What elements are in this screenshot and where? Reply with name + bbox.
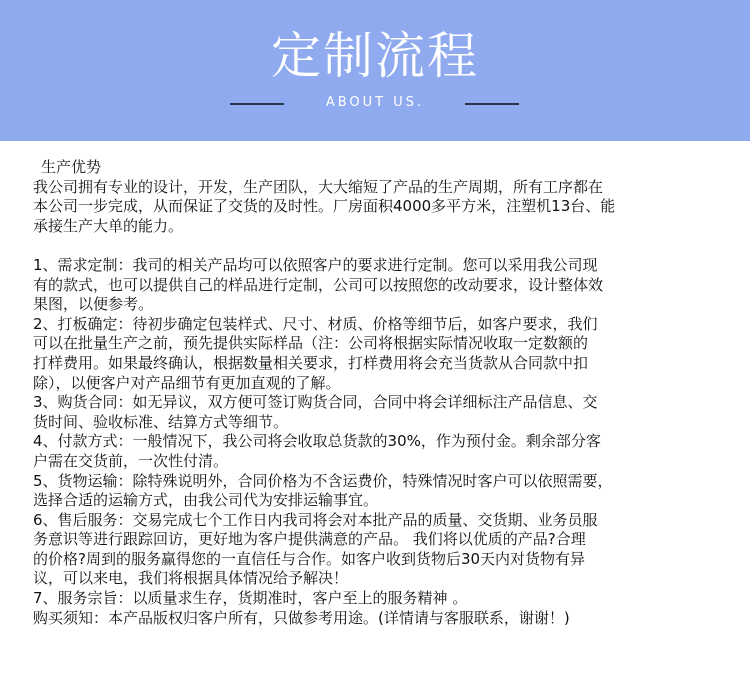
advantage-line: 我公司拥有专业的设计，开发，生产团队，大大缩短了产品的生产周期，所有工序都在 (33, 177, 604, 196)
process-line: 选择合适的运输方式，由我公司代为安排运输事宜。 (33, 491, 379, 510)
process-line: 货时间、验收标准、结算方式等细节。 (33, 412, 289, 431)
paragraph-gap (33, 236, 723, 256)
banner-title: 定制流程 (271, 27, 479, 85)
process-line: 2、打板确定：待初步确定包装样式、尺寸、材质、价格等细节后，如客户要求，我们 (33, 314, 598, 333)
process-line: 4、付款方式：一般情况下，我公司将会收取总货款的30%，作为预付金。剩余部分客 (33, 432, 601, 451)
process-line: 有的款式，也可以提供自己的样品进行定制，公司可以按照您的改动要求，设计整体效 (33, 275, 604, 294)
process-line: 议，可以来电，我们将根据具体情况给予解决！ (33, 569, 349, 588)
header-banner (0, 0, 750, 141)
process-line: 3、购货合同：如无异议，双方便可签订购货合同，合同中将会详细标注产品信息、交 (33, 393, 598, 412)
advantage-line: 本公司一步完成，从而保证了交货的及时性。厂房面积4000多平方米，注塑机13台、能 (33, 197, 616, 216)
process-line: 6、售后服务：交易完成七个工作日内我司将会对本批产品的质量、交货期、业务员服 (33, 510, 598, 529)
process-line: 户需在交货前，一次性付清。 (33, 451, 229, 470)
banner-divider-right (465, 103, 519, 105)
content-body (33, 158, 723, 628)
process-line: 的价格?周到的服务赢得您的一直信任与合作。如客户收到货物后30天内对货物有异 (33, 549, 586, 568)
process-line: 除），以便客户对产品细节有更加直观的了解。 (33, 373, 341, 392)
process-line: 7、服务宗旨：以质量求生存，货期准时，客户至上的服务精神 。 (33, 589, 468, 608)
banner-subtitle: ABOUT US. (325, 95, 425, 110)
process-line: 可以在批量生产之前，预先提供实际样品（注：公司将根据实际情况收取一定数额的 (33, 334, 589, 353)
process-line: 1、需求定制：我司的相关产品均可以依照客户的要求进行定制。您可以采用我公司现 (33, 255, 598, 274)
process-line: 5、货物运输：除特殊说明外，合同价格为不含运费价，特殊情况时客户可以依照需要， (33, 471, 613, 490)
process-line: 果图，以便参考。 (33, 295, 154, 314)
advantage-line: 承接生产大单的能力。 (33, 216, 184, 235)
process-line: 务意识等进行跟踪回访，更好地为客户提供满意的产品。 我们将以优质的产品?合理 (33, 530, 586, 549)
purchase-notice: 购买须知：本产品版权归客户所有，只做参考用途。(详情请与客服联系，谢谢！) (33, 608, 570, 627)
process-line: 打样费用。如果最终确认，根据数量相关要求，打样费用将会充当货款从合同款中扣 (33, 353, 589, 372)
advantage-heading: 生产优势 (41, 158, 102, 176)
